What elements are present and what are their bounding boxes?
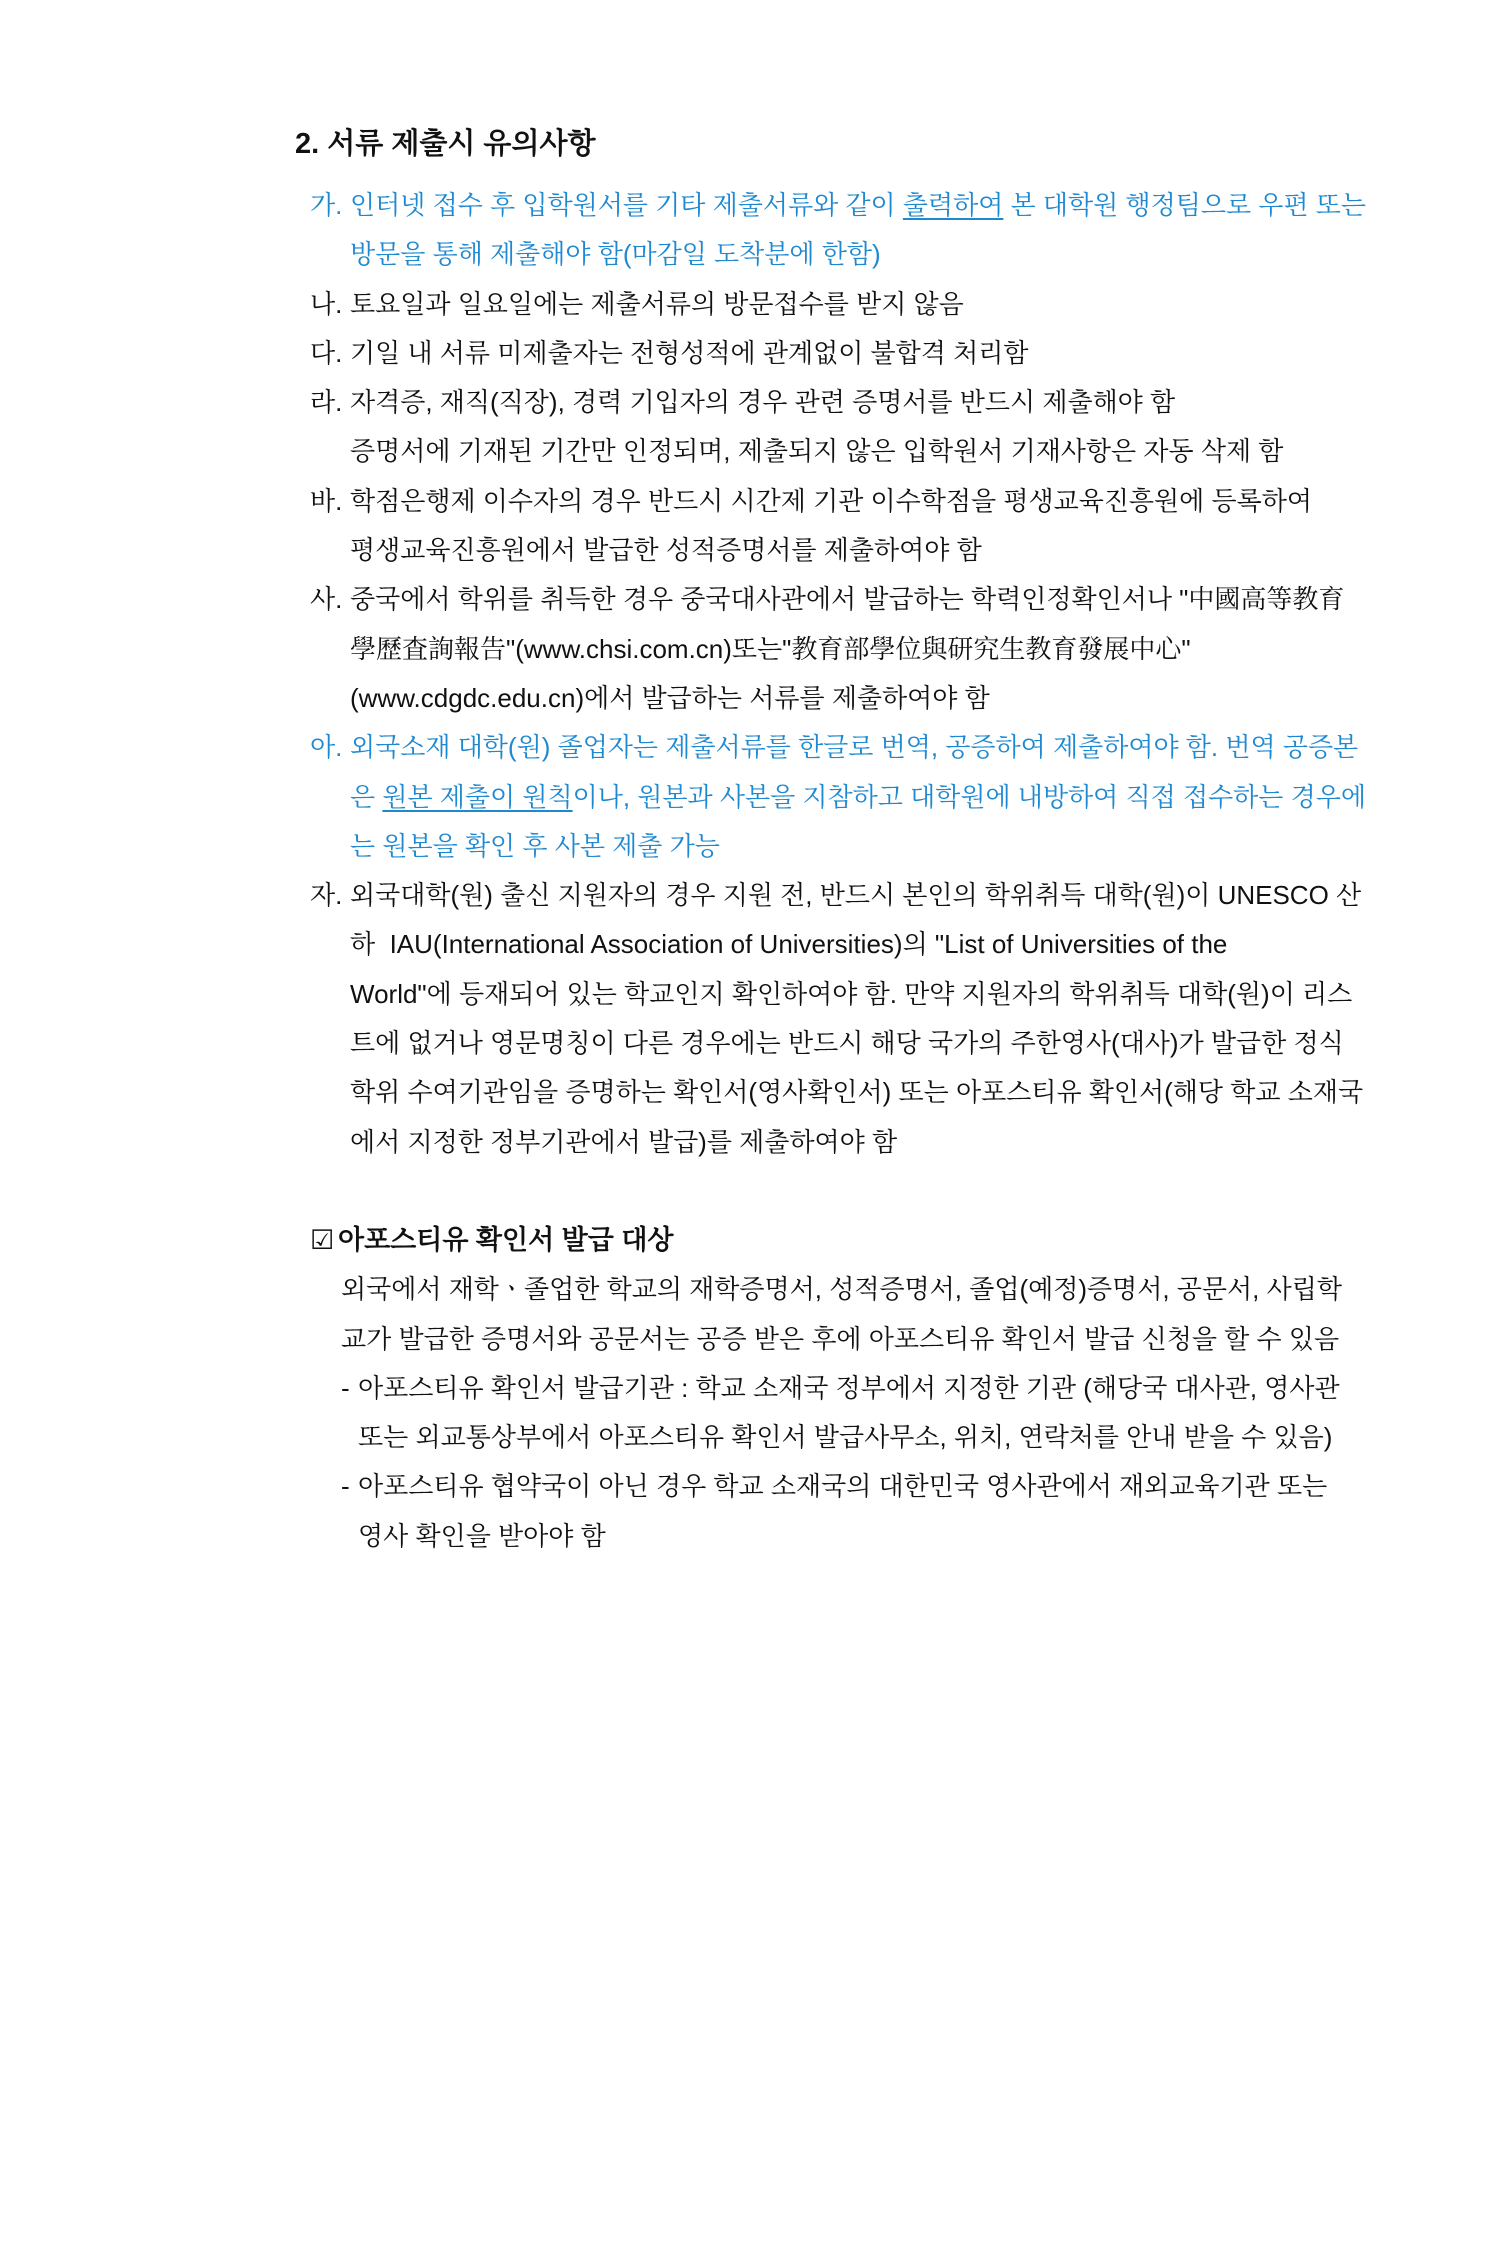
list-line: 중국에서 학위를 취득한 경우 중국대사관에서 발급하는 학력인정확인서나 "中國高等教育 [350,584,1345,615]
bullet-line: 영사 확인을 받아야 함 [358,1520,606,1551]
list-marker: 아. [310,732,343,763]
bullet-dash: - [341,1471,350,1502]
apostille-body [341,1265,1490,1561]
list-line: 하 IAU(International Association of Universities)의 "List of Universities of the [350,929,1228,960]
line-text: 은 [350,781,383,812]
list-line: 에서 지정한 정부기관에서 발급)를 제출하여야 함 [350,1126,898,1157]
bullet-item [341,1462,1490,1561]
apostille-title-text: 아포스티유 확인서 발급 대상 [338,1225,674,1255]
list-item [310,477,1490,576]
notice-list [310,181,1490,1167]
list-line: 트에 없거나 영문명칭이 다른 경우에는 반드시 해당 국가의 주한영사(대사)가 발급한 정식 [350,1028,1344,1059]
list-marker: 자. [310,880,343,911]
underlined-text: 원본 제출이 원칙 [382,781,573,812]
list-line: 자격증, 재직(직장), 경력 기입자의 경우 관련 증명서를 반드시 제출해야 함 [350,387,1176,418]
apostille-title [310,1216,1490,1265]
section-title: 2. 서류 제출시 유의사항 [295,128,596,160]
bullet-line: 아포스티유 협약국이 아닌 경우 학교 소재국의 대한민국 영사관에서 재외교육기관 또는 [358,1471,1328,1502]
line-text: 이나, 원본과 사본을 지참하고 대학원에 내방하여 직접 접수하는 경우에 [572,781,1366,812]
list-line: 증명서에 기재된 기간만 인정되며, 제출되지 않은 입학원서 기재사항은 자동 삭제 함 [350,436,1284,467]
list-line [350,181,1490,230]
list-marker: 사. [310,584,343,615]
list-item [310,280,1490,329]
bullet-item [341,1364,1490,1463]
list-item [310,575,1490,723]
line-text: 본 대학원 행정팀으로 우편 또는 [1003,190,1366,220]
list-line: (www.cdgdc.edu.cn)에서 발급하는 서류를 제출하여야 함 [350,682,990,713]
list-line: 방문을 통해 제출해야 함(마감일 도착분에 한함) [350,239,881,270]
list-line: 學歷査詢報告"(www.chsi.com.cn)또는"教育部學位與研究生教育發展中心" [350,633,1191,664]
bullet-line: 아포스티유 확인서 발급기관 : 학교 소재국 정부에서 지정한 기관 (해당국 대사관, 영사관 [358,1372,1340,1403]
list-line [350,773,1490,822]
underlined-text: 출력하여 [902,190,1004,220]
list-line: 학점은행제 이수자의 경우 반드시 시간제 기관 이수학점을 평생교육진흥원에 등록하여 [350,485,1312,516]
list-item [310,378,1490,477]
list-marker: 바. [310,485,343,516]
list-marker: 다. [310,337,343,368]
list-line: 외국대학(원) 출신 지원자의 경우 지원 전, 반드시 본인의 학위취득 대학(원)이 UNESCO 산 [350,880,1362,911]
line-text: 인터넷 접수 후 입학원서를 기타 제출서류와 같이 [350,190,903,220]
list-item [310,723,1490,871]
list-item [310,329,1490,378]
list-line: 기일 내 서류 미제출자는 전형성적에 관계없이 불합격 처리함 [350,337,1029,368]
list-item [310,181,1490,280]
list-marker: 라. [310,387,343,418]
list-line: 토요일과 일요일에는 제출서류의 방문접수를 받지 않음 [350,288,964,319]
list-line: 는 원본을 확인 후 사본 제출 가능 [350,830,720,861]
bullet-line: 또는 외교통상부에서 아포스티유 확인서 발급사무소, 위치, 연락처를 안내 받을 수 있음) [358,1422,1333,1453]
list-item [310,871,1490,1167]
list-line: 외국소재 대학(원) 졸업자는 제출서류를 한글로 번역, 공증하여 제출하여야 함. 번역 공증본 [350,732,1359,763]
apostille-section [310,1216,1490,1561]
list-line: World"에 등재되어 있는 학교인지 확인하여야 함. 만약 지원자의 학위취득 대학(원)이 리스 [350,978,1353,1009]
bullet-dash: - [341,1372,350,1403]
list-line: 학위 수여기관임을 증명하는 확인서(영사확인서) 또는 아포스티유 확인서(해당 학교 소재국 [350,1077,1364,1108]
paragraph-line: 외국에서 재학ㆍ졸업한 학교의 재학증명서, 성적증명서, 졸업(예정)증명서, 공문서, 사립학 [341,1274,1342,1305]
paragraph-line: 교가 발급한 증명서와 공문서는 공증 받은 후에 아포스티유 확인서 발급 신청을 할 수 있음 [341,1323,1340,1354]
list-marker: 나. [310,288,343,319]
list-line: 평생교육진흥원에서 발급한 성적증명서를 제출하여야 함 [350,535,982,566]
checkbox-icon: ☑ [310,1225,335,1256]
list-marker: 가. [310,190,343,220]
